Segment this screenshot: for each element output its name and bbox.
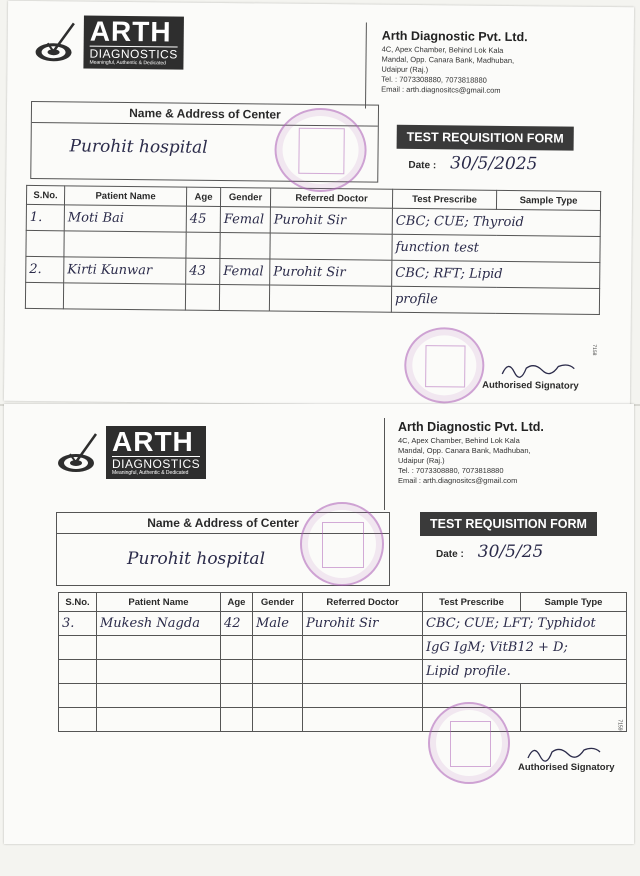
brand-tagline: Meaningful, Authentic & Dedicated [112,470,189,476]
center-name: Purohit hospital [69,136,208,158]
col-sample-type: Sample Type [521,593,627,612]
requisition-form-2 [4,404,634,844]
col-patient-name: Patient Name [64,186,186,206]
form-title: TEST REQUISITION FORM [420,512,597,536]
authorised-signatory: Authorised Signatory [518,762,615,773]
col-test-prescribe: Test Prescribe [392,189,496,209]
address-line-2: Mandal, Opp. Canara Bank, Madhuban, [398,446,531,455]
cell-age: 42 [224,616,241,631]
col-patient-name: Patient Name [97,593,221,612]
table-header-row [59,593,627,612]
col-referred-doctor: Referred Doctor [303,593,423,612]
round-seal-icon [428,702,510,784]
center-heading: Name & Address of Center [32,102,378,127]
cell-referred-doctor: Purohit Sir [306,616,379,631]
date-value: 30/5/2025 [450,153,538,175]
col-age: Age [186,187,220,206]
date-label: Date : [436,549,464,560]
brand-name: ARTH [89,15,172,48]
table-row [59,612,627,636]
brand-sub: DIAGNOSTICS [89,46,178,62]
round-seal-icon [300,502,384,586]
company-email: Email : arth.diagnositcs@gmail.com [398,476,518,485]
company-email: Email : arth.diagnositcs@gmail.com [381,84,501,95]
header-divider [365,22,367,108]
patient-table [58,592,627,732]
cell-sno: 2. [29,261,42,278]
cell-sno: 1. [29,209,43,226]
form-title: TEST REQUISITION FORM [397,125,574,151]
company-name: Arth Diagnostic Pvt. Ltd. [398,420,544,434]
round-seal-icon [404,327,485,404]
col-sample-type: Sample Type [496,190,600,210]
cell-referred-doctor: Purohit Sir [273,212,347,229]
address-line-3: Udaipur (Raj.) [381,64,429,75]
brand-name: ARTH [112,426,194,457]
cell-test-prescribe: Lipid profile. [426,664,511,679]
header-divider [384,418,385,510]
col-gender: Gender [253,593,303,612]
authorised-signatory: Authorised Signatory [482,379,579,392]
center-name: Purohit hospital [127,549,266,569]
col-gender: Gender [220,187,270,207]
dart-target-icon [56,430,102,476]
brand-tagline: Meaningful, Authentic & Dedicated [89,59,166,67]
cell-patient-name: Mukesh Nagda [100,616,200,631]
company-address [398,422,544,486]
cell-test-prescribe: IgG IgM; VitB12 + D; [426,640,568,655]
cell-patient-name: Moti Bai [67,210,125,226]
cell-test-prescribe: CBC; RFT; Lipid [395,265,503,282]
col-age: Age [221,593,253,612]
date-field [408,153,537,174]
col-sno: S.No. [26,185,64,204]
cell-referred-doctor: Purohit Sir [273,264,346,281]
col-test-prescribe: Test Prescribe [423,593,521,612]
company-address [381,28,528,97]
company-tel: Tel. : 7073308880, 7073818880 [398,466,504,475]
company-name: Arth Diagnostic Pvt. Ltd. [381,28,528,45]
cell-sno: 3. [62,616,75,631]
patient-table [25,185,601,315]
address-line-1: 4C, Apex Chamber, Behind Lok Kala [398,436,520,445]
company-logo [33,15,184,70]
table-row [59,684,627,708]
table-row [59,708,627,732]
cell-test-prescribe: function test [395,239,479,256]
cell-gender: Male [256,616,289,631]
cell-patient-name: Kirti Kunwar [67,262,153,279]
cell-gender: Femal [223,212,265,228]
cell-test-prescribe: CBC; CUE; LFT; Typhidot [426,616,596,631]
cell-test-prescribe: CBC; CUE; Thyroid [395,213,524,231]
signature-scribble [498,358,578,383]
col-referred-doctor: Referred Doctor [270,188,392,208]
date-value: 30/5/25 [477,542,544,562]
cell-age: 43 [189,263,206,279]
address-line-1: 4C, Apex Chamber, Behind Lok Kala [381,44,504,55]
table-row [59,660,627,684]
cell-age: 45 [189,211,207,227]
date-field [436,542,543,562]
side-code: 7159 [616,719,623,731]
side-code: 7158 [590,344,598,356]
requisition-form-1 [4,1,634,408]
round-seal-icon [274,108,367,193]
company-tel: Tel. : 7073308880, 7073818880 [381,74,487,85]
cell-test-prescribe: profile [394,291,438,308]
address-line-3: Udaipur (Raj.) [398,456,445,465]
dart-target-icon [33,19,79,65]
table-row [25,282,599,314]
cell-gender: Femal [223,264,264,280]
company-logo [56,426,206,479]
table-row [59,636,627,660]
center-heading: Name & Address of Center [57,513,389,534]
address-line-2: Mandal, Opp. Canara Bank, Madhuban, [381,54,515,66]
brand-sub: DIAGNOSTICS [112,457,201,471]
col-sno: S.No. [59,593,97,612]
date-label: Date : [408,159,437,172]
